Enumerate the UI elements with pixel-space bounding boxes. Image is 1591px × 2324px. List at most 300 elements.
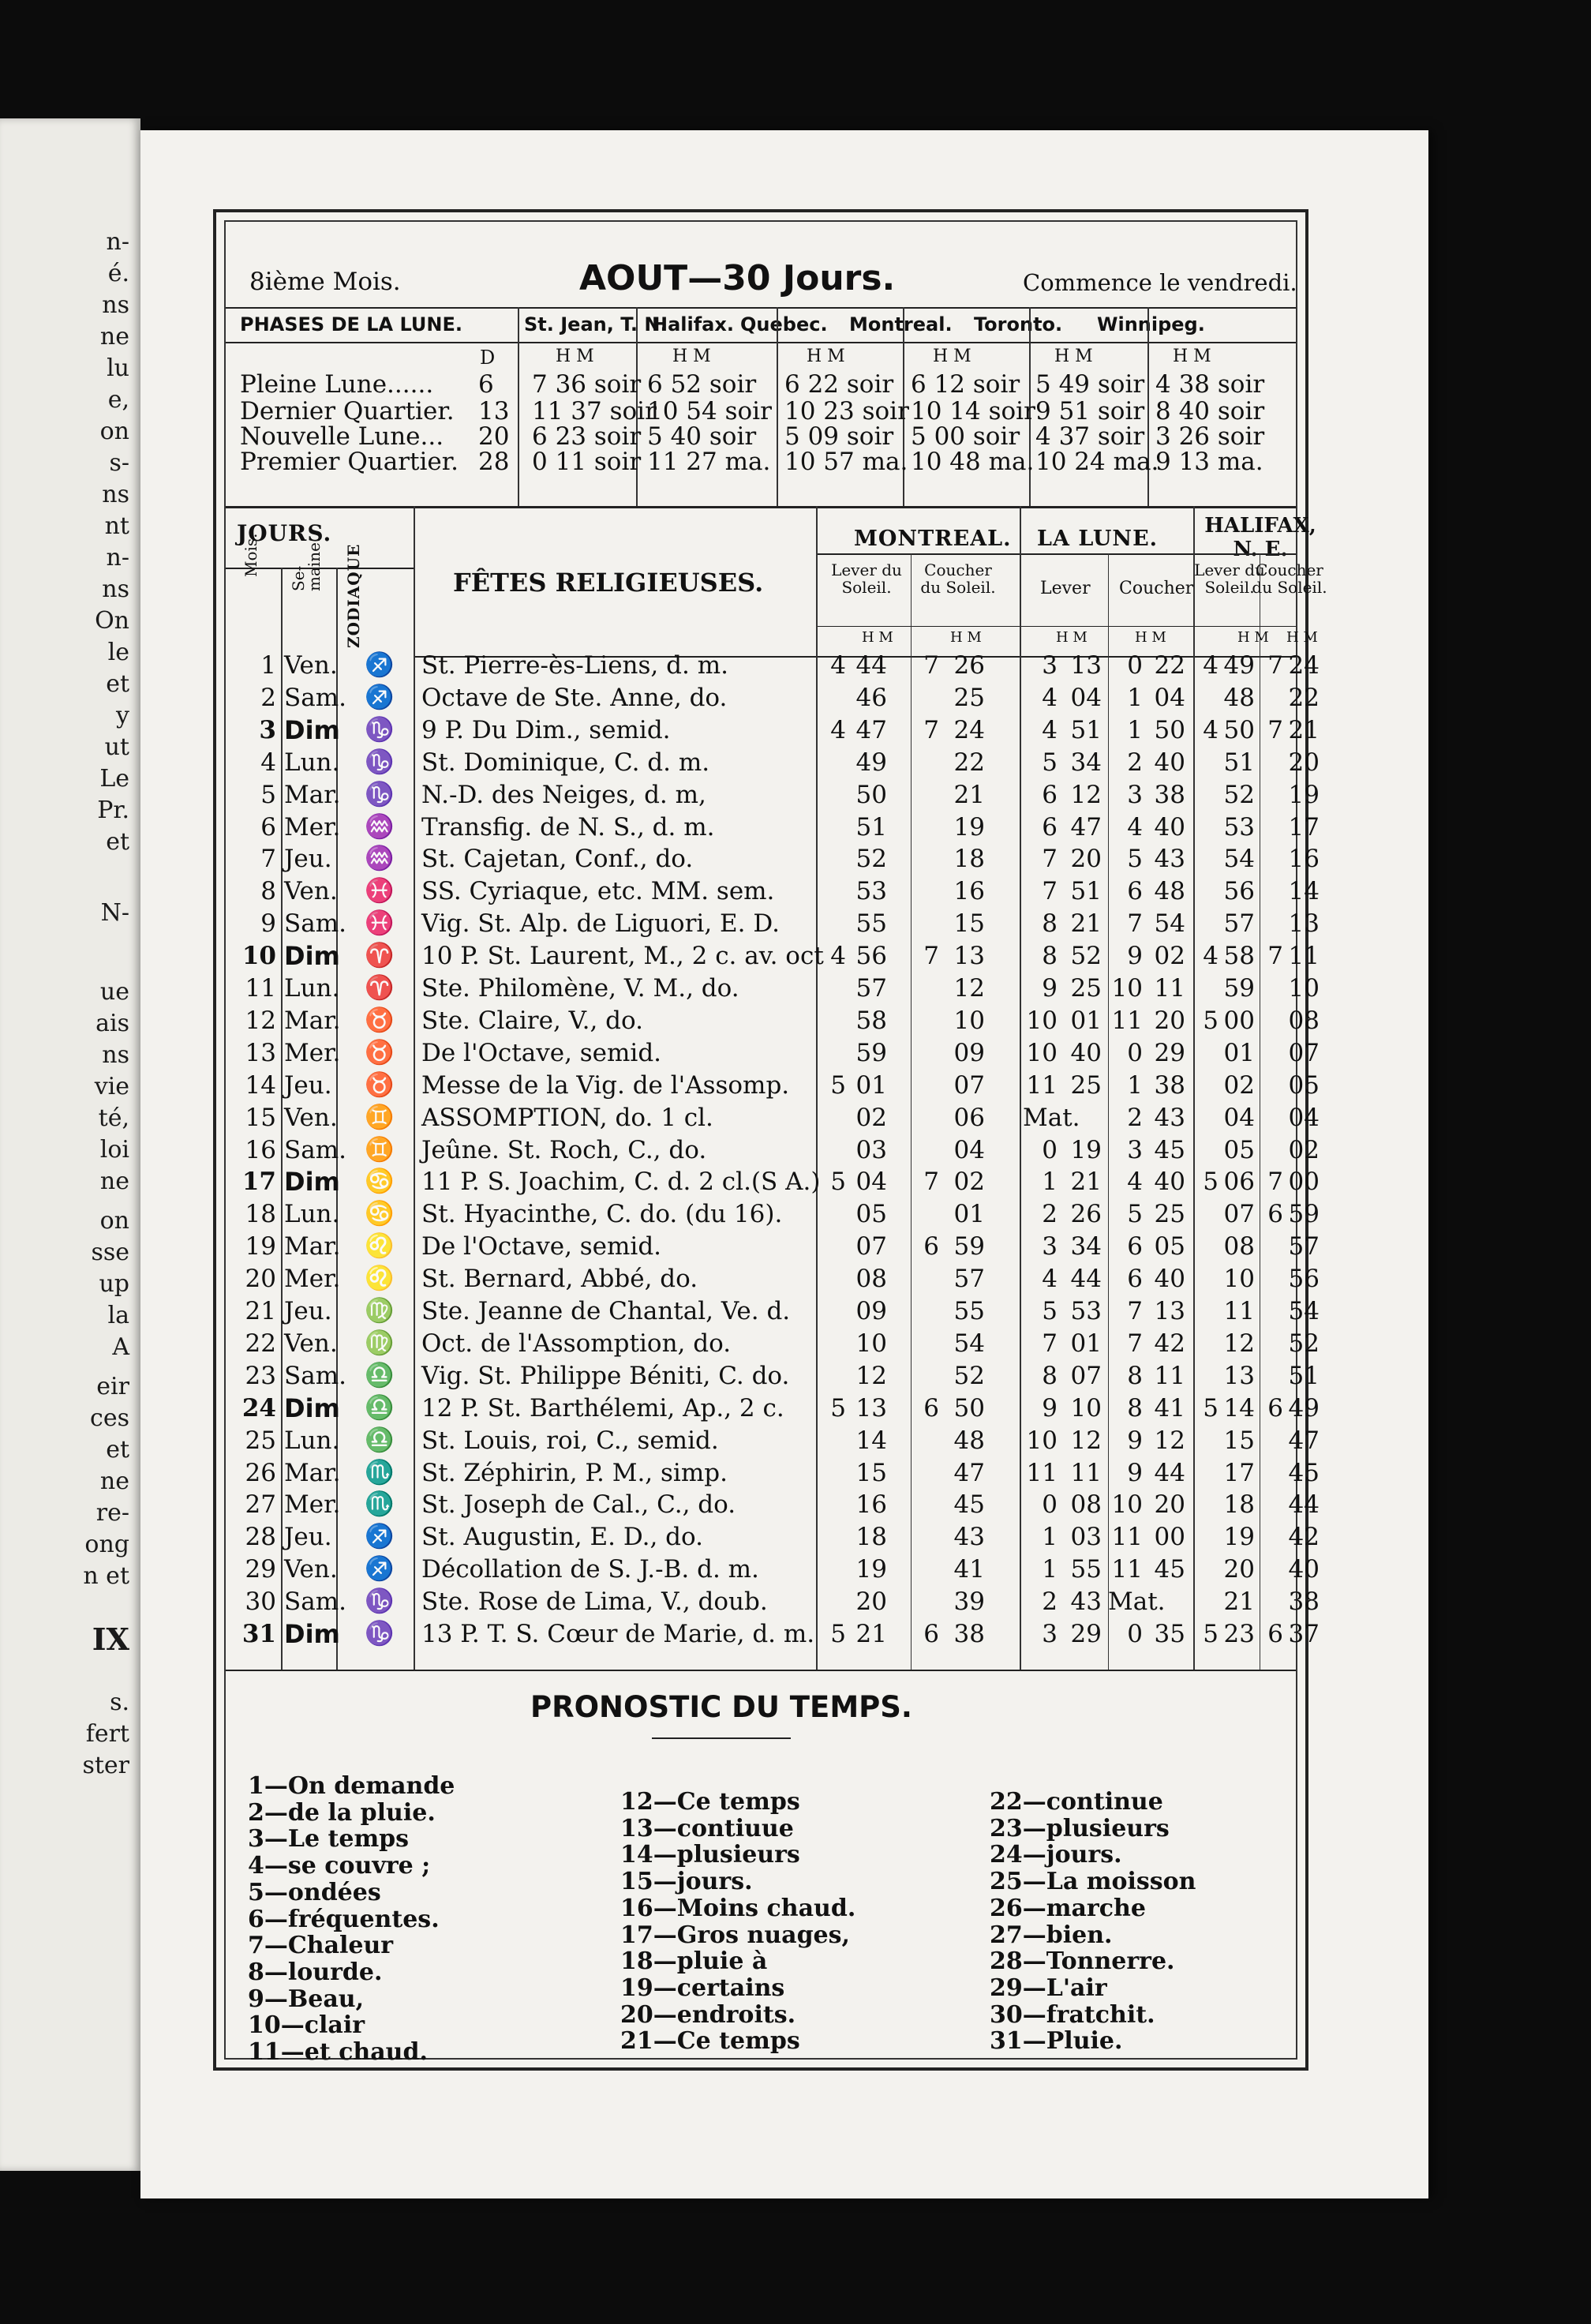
montreal-sunset-min: 01 [953,1200,985,1229]
moonset-hour: 3 [1127,780,1143,809]
feast-name: Ste. Jeanne de Chantal, Ve. d. [421,1297,791,1325]
left-page-fragment: s. [110,1689,129,1716]
almanac-page [140,130,1428,2198]
moonrise-hour: 8 [1042,909,1058,939]
moonset-hour: 2 [1127,748,1143,777]
phase-time: 10 54 soir [647,397,772,425]
halifax-sunset-hour: 7 [1267,1168,1283,1197]
day-number: 23 [245,1361,276,1390]
moonset-hour: 9 [1127,942,1143,971]
phase-time: 4 37 soir [1035,422,1145,451]
day-number: 22 [245,1329,276,1358]
halifax-sunrise-min: 15 [1223,1426,1255,1455]
moonset-hour: 1 [1127,683,1143,712]
moonset-min: 40 [1154,1265,1185,1294]
phase-time: 5 00 soir [911,422,1020,451]
moonrise-hour: 3 [1042,1232,1058,1261]
phase-time: 3 26 soir [1155,422,1265,451]
montreal-sunset-hour: 7 [923,1168,939,1197]
moonset-hour: 1 [1127,1070,1143,1100]
left-page-fragment: ne [99,323,129,350]
weekday: Dim [284,714,340,745]
halifax-sunrise-min: 59 [1223,974,1255,1003]
day-row [226,812,1320,842]
montreal-sunrise-min: 21 [855,1620,887,1648]
day-number: 5 [260,780,276,809]
day-row [226,651,1320,680]
montreal-sunset-min: 50 [953,1393,985,1423]
moonrise-hour: 11 [1026,1458,1058,1487]
fetes-header: FÊTES RELIGIEUSES. [453,568,764,598]
zodiac-sign: ♉ [365,1038,395,1066]
zodiac-sign: ♑ [365,748,395,776]
halifax-sunrise-min: 54 [1223,845,1255,874]
left-page-fragment: loi [99,1136,129,1164]
phase-header: Montreal. [849,313,953,335]
day-number: 7 [260,845,276,874]
montreal-sunset-min: 24 [953,715,985,744]
day-row [226,1232,1320,1261]
halifax-sunset-hour: 7 [1267,651,1283,680]
zodiac-sign: ♈ [365,942,395,970]
phase-time: 9 13 ma. [1155,448,1263,476]
feast-name: Transfig. de N. S., d. m. [421,812,715,842]
halifax-sunset-min: 04 [1288,1103,1320,1132]
halifax-sunrise-min: 00 [1223,1006,1255,1035]
moonrise-min: 10 [1070,1393,1102,1423]
montreal-sunset-hour: 6 [923,1393,939,1423]
feast-name: Ste. Philomène, V. M., do. [421,974,739,1003]
left-page-fragment: lu [107,354,129,382]
phase-header: Toronto. [974,313,1063,335]
halifax-sunset-min: 56 [1288,1265,1320,1294]
montreal-sunset-min: 54 [953,1329,985,1358]
moonset-min: 43 [1154,845,1185,874]
left-page-fragment: ns [102,291,129,319]
phase-header: Quebec. [740,313,828,335]
phase-time: 8 40 soir [1155,397,1265,425]
left-page-fragment: ns [102,481,129,508]
montreal-sunset-min: 02 [953,1168,985,1197]
weekday: Mar. [284,1458,341,1487]
moonrise-min: 34 [1070,1232,1102,1261]
moonrise-min: 19 [1070,1135,1102,1164]
feast-name: Vig. St. Alp. de Liguori, E. D. [421,909,780,939]
weekday: Ven. [284,1103,338,1132]
phase-col-divider [518,307,519,506]
halifax-sunrise-min: 10 [1223,1265,1255,1294]
halifax-sunset-min: 40 [1288,1555,1320,1584]
zodiac-sign: ♎ [365,1426,395,1454]
weekday: Jeu. [284,1070,332,1100]
left-page-fragment: up [99,1270,129,1298]
halifax-sunset-min: 59 [1288,1200,1320,1229]
mois-header: Mois. [241,533,260,577]
zodiac-sign: ♎ [365,1393,395,1422]
day-number: 4 [260,748,276,777]
moonset-hour: 4 [1127,1168,1143,1197]
halifax-sunset-min: 02 [1288,1135,1320,1164]
day-row [226,1297,1320,1325]
montreal-sunset-min: 21 [953,780,985,809]
halifax-sunset-min: 14 [1288,877,1320,906]
feast-name: Décollation de S. J.-B. d. m. [421,1555,759,1584]
feast-name: ASSOMPTION, do. 1 cl. [421,1103,713,1132]
moonrise-min: 21 [1070,909,1102,939]
montreal-sunrise-min: 16 [855,1490,887,1520]
montreal-sunset-min: 57 [953,1265,985,1294]
moonset-min: 00 [1154,1523,1185,1552]
montreal-sunrise-min: 02 [855,1103,887,1132]
day-number: 26 [245,1458,276,1487]
halifax-sunrise-min: 19 [1223,1523,1255,1552]
day-row [226,941,1320,972]
commence-text: Commence le vendredi. [1023,269,1297,296]
moonset-hour: 10 [1111,974,1143,1003]
phase-header: Winnipeg. [1097,313,1205,335]
halifax-sunrise-min: 48 [1223,683,1255,712]
montreal-sunrise-min: 04 [855,1168,887,1197]
feast-name: Oct. de l'Assomption, do. [421,1329,732,1358]
weekday: Ven. [284,651,338,680]
day-number: 14 [245,1070,276,1100]
moonrise-hour: 3 [1042,651,1058,680]
page-inner-frame [224,220,1327,2066]
pronostic-item: 2—de la pluie. [248,1798,436,1827]
pronostic-item: 13—contiuue [620,1814,794,1842]
montreal-sunset-min: 10 [953,1006,985,1035]
halifax-sunrise-min: 57 [1223,909,1255,939]
left-page-fragment: ster [82,1752,129,1779]
montreal-sunset-min: 52 [953,1361,985,1390]
day-number: 15 [245,1103,276,1132]
moonrise-min: 11 [1070,1458,1102,1487]
moonset-min: 43 [1154,1103,1185,1132]
halifax-sunset-hour: 6 [1267,1393,1283,1423]
left-page-fragment: ut [104,733,129,761]
left-page-fragment: té, [98,1104,129,1132]
montreal-sunrise-min: 18 [855,1523,887,1552]
montreal-sunrise-min: 01 [855,1070,887,1100]
phase-col-divider [777,307,778,506]
day-number: 18 [245,1200,276,1229]
day-row [226,1103,1320,1132]
day-number: 27 [245,1490,276,1520]
halifax-sunset-min: 52 [1288,1329,1320,1358]
day-number: 31 [241,1620,276,1648]
feast-name: St. Louis, roi, C., semid. [421,1426,719,1455]
day-number: 24 [241,1393,276,1423]
moonrise-min: 29 [1070,1620,1102,1648]
day-number: 30 [245,1587,276,1617]
montreal-sunrise-hour: 5 [830,1620,846,1648]
montreal-sunrise-hour: 5 [830,1168,846,1197]
pronostic-item: 26—marche [990,1894,1146,1922]
moonset-hour: 6 [1127,1232,1143,1261]
moonset-min: 54 [1154,909,1185,939]
montreal-sunset-hour: 7 [923,715,939,744]
weekday: Dim [284,1167,340,1198]
montreal-sunset-min: 47 [953,1458,985,1487]
halifax-sunset-hour: 7 [1267,942,1283,971]
moonrise-min: 20 [1070,845,1102,874]
page-title: AOUT—30 Jours. [579,258,896,298]
moonset-min: 02 [1154,942,1185,971]
moonrise-hour: 7 [1042,845,1058,874]
moonset-hour: 9 [1127,1426,1143,1455]
day-number: 12 [245,1006,276,1035]
day-row [226,1135,1320,1164]
moonset-hour: 11 [1111,1555,1143,1584]
montreal-sunrise-hour: 5 [830,1393,846,1423]
moonset-min: 40 [1154,812,1185,842]
weekday: Sam. [284,1135,346,1164]
montreal-sunset-min: 59 [953,1232,985,1261]
montreal-sunrise-min: 46 [855,683,887,712]
phase-time: 5 40 soir [647,422,757,451]
left-page-fragment: la [107,1302,129,1329]
header-rule [226,307,1296,309]
phase-time: 6 23 soir [532,422,642,451]
moonset-min: 38 [1154,1070,1185,1100]
day-row [226,714,1320,745]
montreal-sunrise-min: 49 [855,748,887,777]
phase-name: Dernier Quartier. [240,397,455,425]
montreal-sunrise-min: 15 [855,1458,887,1487]
day-row [226,1329,1320,1358]
left-page-fragment: nt [104,512,129,540]
montreal-sunrise-min: 13 [855,1393,887,1423]
pronostic-item: 14—plusieurs [620,1841,800,1869]
moonrise-min: 47 [1070,812,1102,842]
left-page-fragment: n- [106,544,129,572]
phase-time: 6 22 soir [784,370,894,399]
left-page-fragment: s- [109,449,129,477]
day-number: 9 [260,909,276,939]
lune-lever-header: Lever [1040,579,1091,598]
moonset-min: 48 [1154,877,1185,906]
montreal-sunset-min: 26 [953,651,985,680]
pronostic-item: 1—On demande [248,1772,455,1800]
moonrise-hour: 6 [1042,780,1058,809]
moonrise-hour: 11 [1026,1070,1058,1100]
day-row [226,1523,1320,1552]
halifax-sunset-min: 49 [1288,1393,1320,1423]
zodiac-sign: ♑ [365,780,395,808]
feast-name: Ste. Rose de Lima, V., doub. [421,1587,768,1617]
moonrise-min: 51 [1070,877,1102,906]
moonrise-min: 51 [1070,715,1102,744]
day-row [226,1070,1320,1100]
pronostic-item: 27—bien. [990,1921,1113,1949]
pronostic-item: 7—Chaleur [248,1932,394,1960]
moonset-hour: 8 [1127,1393,1143,1423]
zodiac-sign: ♌ [365,1265,395,1293]
weekday: Jeu. [284,1297,332,1325]
left-page-fragment: ns [102,1041,129,1069]
phase-time: 10 23 soir [784,397,909,425]
zodiac-sign: ♐ [365,651,395,679]
halifax-sunset-min: 37 [1288,1620,1320,1648]
zodiac-sign: ♉ [365,1070,395,1099]
left-page-fragment: et [106,828,129,856]
left-page-fragment: eir [96,1373,129,1400]
zodiac-sign: ♎ [365,1361,395,1389]
moonrise-min: 43 [1070,1587,1102,1617]
moonrise-hour: 10 [1026,1426,1058,1455]
day-row [226,1265,1320,1294]
phase-time: 7 36 soir [532,370,642,399]
pronostic-item: 18—pluie à [620,1947,768,1976]
day-row [226,1006,1320,1035]
zodiac-sign: ♍ [365,1329,395,1357]
day-row [226,1393,1320,1423]
feast-name: 9 P. Du Dim., semid. [421,715,671,744]
feast-name: Ste. Claire, V., do. [421,1006,643,1035]
moonset-min: 25 [1154,1200,1185,1229]
phase-name: Premier Quartier. [240,448,459,476]
moonset-hour: 0 [1127,651,1143,680]
day-number: 3 [259,715,276,744]
moonrise-hour: 7 [1042,877,1058,906]
left-page-fragment: ue [99,978,129,1006]
weekday: Dim [284,941,340,972]
left-page-fragment: é. [107,260,129,287]
moonrise-hour: 8 [1042,1361,1058,1390]
halifax-sunset-min: 42 [1288,1523,1320,1552]
weekday: Ven. [284,877,338,906]
phase-time: 10 57 ma. [784,448,908,476]
pronostic-item: 31—Pluie. [990,2027,1123,2056]
left-page-fragment: n et [83,1562,129,1590]
moonrise-hour: 10 [1026,1006,1058,1035]
feast-name: De l'Octave, semid. [421,1038,662,1067]
montreal-sunrise-min: 05 [855,1200,887,1229]
pronostic-item: 23—plusieurs [990,1814,1170,1842]
phase-time: 5 49 soir [1035,370,1145,399]
day-row [226,1200,1320,1229]
weekday: Ven. [284,1555,338,1584]
zodiac-sign: ♐ [365,683,395,711]
halifax-sunrise-min: 56 [1223,877,1255,906]
phase-header: PHASES DE LA LUNE. [240,313,462,335]
montreal-sunrise-min: 44 [855,651,887,680]
left-page-fragment: sse [91,1239,129,1266]
pronostic-item: 9—Beau, [248,1985,365,2013]
semaine-header: Se-maine. [289,537,324,591]
weekday: Mar. [284,1232,341,1261]
weekday: Sam. [284,683,346,712]
halifax-sunrise-min: 23 [1223,1620,1255,1648]
moonset-hour: 4 [1127,812,1143,842]
moonset-hour: 5 [1127,1200,1143,1229]
montreal-sunset-min: 06 [953,1103,985,1132]
hm-label: H M [950,629,982,646]
feast-name: 11 P. S. Joachim, C. d. 2 cl.(S A.) [421,1168,821,1197]
left-page-fragment: ns [102,575,129,603]
moonrise-hour: 6 [1042,812,1058,842]
moonset-hour: 7 [1127,1329,1143,1358]
pronostic-item: 17—Gros nuages, [620,1921,850,1949]
montreal-sunrise-min: 20 [855,1587,887,1617]
moonrise-min: 25 [1070,974,1102,1003]
left-page-fragment: A [112,1333,129,1361]
weekday: Mer. [284,812,341,842]
feast-name: Vig. St. Philippe Béniti, C. do. [421,1361,790,1390]
moonrise-hour: 1 [1042,1523,1058,1552]
moonrise-hour: 3 [1042,1620,1058,1648]
feast-name: N.-D. des Neiges, d. m, [421,780,706,809]
halifax-sunset-min: 22 [1288,683,1320,712]
left-page-fragment: et [106,1436,129,1464]
left-page-fragment: fert [85,1720,129,1748]
halifax-header: HALIFAX, N. E. [1204,514,1316,561]
halifax-sunrise-hour: 5 [1203,1393,1219,1423]
halifax-sunrise-hour: 5 [1203,1620,1219,1648]
moonset-min: 41 [1154,1393,1185,1423]
moonset-min: 04 [1154,683,1185,712]
phase-time: 6 52 soir [647,370,757,399]
moonrise-min: 53 [1070,1297,1102,1325]
halifax-sunrise-min: 20 [1223,1555,1255,1584]
halifax-sunset-min: 57 [1288,1232,1320,1261]
halifax-sunset-min: 08 [1288,1006,1320,1035]
montreal-sunset-min: 43 [953,1523,985,1552]
left-page-fragment: N- [100,899,129,927]
pronostic-item: 11—et chaud. [248,2038,428,2066]
montreal-sunrise-hour: 5 [830,1070,846,1100]
moonrise-min: 07 [1070,1361,1102,1390]
pronostic-item: 24—jours. [990,1841,1122,1869]
lune-coucher-header: Coucher [1119,579,1194,598]
feast-name: St. Bernard, Abbé, do. [421,1265,698,1294]
day-row [226,1619,1320,1649]
moonset-hour: 7 [1127,909,1143,939]
halifax-sunset-min: 05 [1288,1070,1320,1100]
montreal-sunrise-min: 56 [855,942,887,971]
moonset-min: 35 [1154,1620,1185,1648]
halifax-sunset-min: 54 [1288,1297,1320,1325]
halifax-sunset-min: 21 [1288,715,1320,744]
montreal-sunrise-min: 55 [855,909,887,939]
feast-name: St. Cajetan, Conf., do. [421,845,694,874]
halifax-sunrise-min: 12 [1223,1329,1255,1358]
zodiac-sign: ♒ [365,845,395,873]
day-row [226,877,1320,906]
day-number: 17 [241,1168,276,1197]
montreal-sunrise-min: 19 [855,1555,887,1584]
zodiac-sign: ♑ [365,1620,395,1647]
moonrise-hour: 4 [1042,1265,1058,1294]
feast-name: St. Hyacinthe, C. do. (du 16). [421,1200,783,1229]
zodiaque-header: ZODIAQUE [344,543,363,648]
moonrise-min: 40 [1070,1038,1102,1067]
day-row [226,1167,1320,1198]
moonrise-hour: 2 [1042,1587,1058,1617]
left-page-fragment: re- [95,1499,129,1527]
moonset-hour: 6 [1127,1265,1143,1294]
halifax-sunrise-min: 01 [1223,1038,1255,1067]
moonrise-hour: 4 [1042,715,1058,744]
moonset-hour: 6 [1127,877,1143,906]
left-page-fragment: ong [84,1531,129,1558]
left-page-fragment: ces [90,1404,129,1432]
la-lune-header: LA LUNE. [1037,527,1159,551]
moonrise-hour: 0 [1042,1490,1058,1520]
weekday: Dim [284,1393,340,1423]
halifax-sunrise-min: 58 [1223,942,1255,971]
moonset-hour: 10 [1111,1490,1143,1520]
